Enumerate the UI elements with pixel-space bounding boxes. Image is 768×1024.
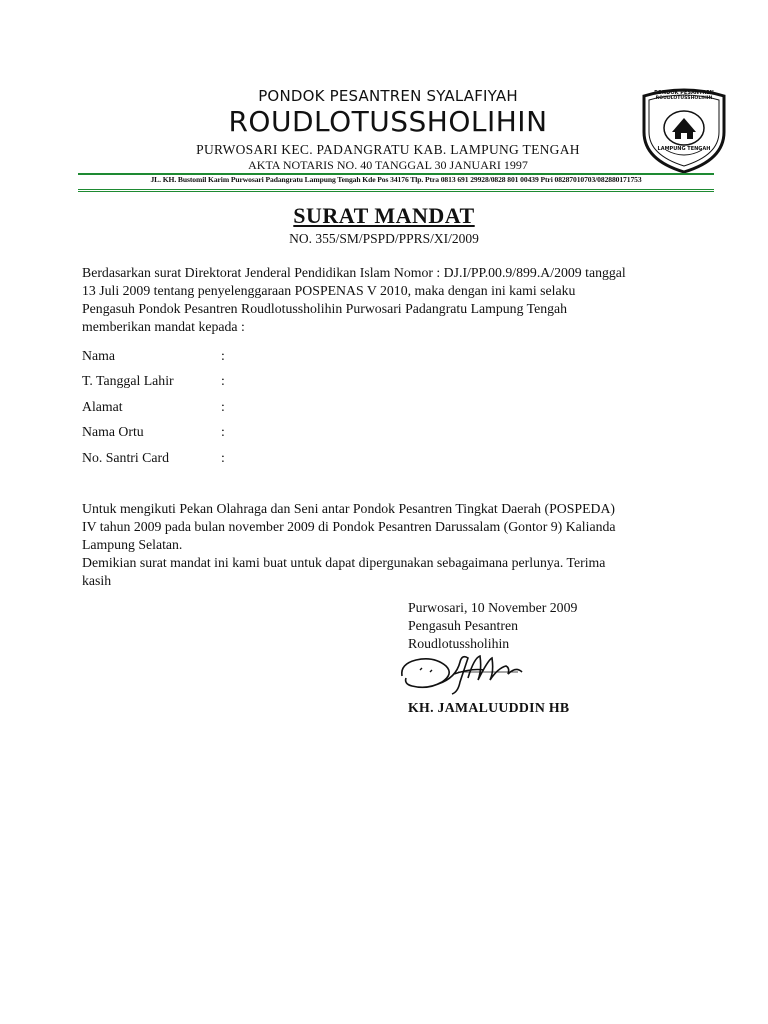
body-paragraph <box>82 500 702 590</box>
contact-line: JL. KH. Bustomil Karim Purwosari Padangratu Lampung Tengah Kde Pos 34176 Tlp. Ptra 0813 691 29928/0828 801 00439 Ptri 08287010703/082880171753 <box>150 175 642 184</box>
org-type: PONDOK PESANTREN SYALAFIYAH <box>258 87 518 105</box>
signature-block <box>408 599 577 653</box>
field-colon: : <box>221 450 225 465</box>
field-colon: : <box>221 348 225 363</box>
document-title: SURAT MANDAT <box>293 203 475 228</box>
logo-text-top-2: ROUDLOTUSSHOLIHIN <box>655 96 713 101</box>
field-label-alamat: Alamat <box>82 399 123 414</box>
field-label-nama: Nama <box>82 348 115 363</box>
intro-line: Berdasarkan surat Direktorat Jenderal Pendidikan Islam Nomor : DJ.I/PP.00.9/899.A/2009 tanggal <box>82 265 626 280</box>
field-colon: : <box>221 424 225 439</box>
body-line: Demikian surat mandat ini kami buat untuk dapat dipergunakan sebagaimana perlunya. Terima <box>82 555 606 570</box>
field-label-tanggal-lahir: T. Tanggal Lahir <box>82 373 174 388</box>
body-line: Lampung Selatan. <box>82 537 183 552</box>
intro-line: Pengasuh Pondok Pesantren Roudlotussholihin Purwosari Padangratu Lampung Tengah <box>82 301 568 316</box>
intro-line: 13 Juli 2009 tentang penyelenggaraan POSPENAS V 2010, maka dengan ini kami selaku <box>82 283 576 298</box>
intro-paragraph <box>82 264 702 336</box>
body-line: IV tahun 2009 pada bulan november 2009 di Pondok Pesantren Darussalam (Gontor 9) Kalianda <box>82 519 616 534</box>
field-label-santri-card: No. Santri Card <box>82 450 169 465</box>
field-colon: : <box>221 399 225 414</box>
body-line: kasih <box>82 573 112 588</box>
signer-position: Pengasuh Pesantren <box>408 618 518 633</box>
place-date: Purwosari, 10 November 2009 <box>408 600 578 615</box>
field-colon: : <box>221 373 225 388</box>
signer-institution: Roudlotussholihin <box>408 636 510 651</box>
logo-text-bottom: LAMPUNG TENGAH <box>657 146 711 152</box>
handwritten-signature <box>398 648 548 698</box>
org-name: ROUDLOTUSSHOLIHIN <box>228 105 548 138</box>
logo-text-top: PONDOK PESANTREN <box>654 90 714 96</box>
akta-notaris: AKTA NOTARIS NO. 40 TANGGAL 30 JANUARI 1997 <box>248 158 528 172</box>
header-rule-bottom <box>78 189 714 192</box>
intro-line: memberikan mandat kepada : <box>82 319 245 334</box>
school-logo <box>638 82 730 174</box>
signer-name: KH. JAMALUUDDIN HB <box>408 700 570 715</box>
org-address: PURWOSARI KEC. PADANGRATU KAB. LAMPUNG TENGAH <box>196 142 580 157</box>
field-label-nama-ortu: Nama Ortu <box>82 424 144 439</box>
document-number: NO. 355/SM/PSPD/PPRS/XI/2009 <box>289 231 479 246</box>
body-line: Untuk mengikuti Pekan Olahraga dan Seni antar Pondok Pesantren Tingkat Daerah (POSPEDA) <box>82 501 616 516</box>
